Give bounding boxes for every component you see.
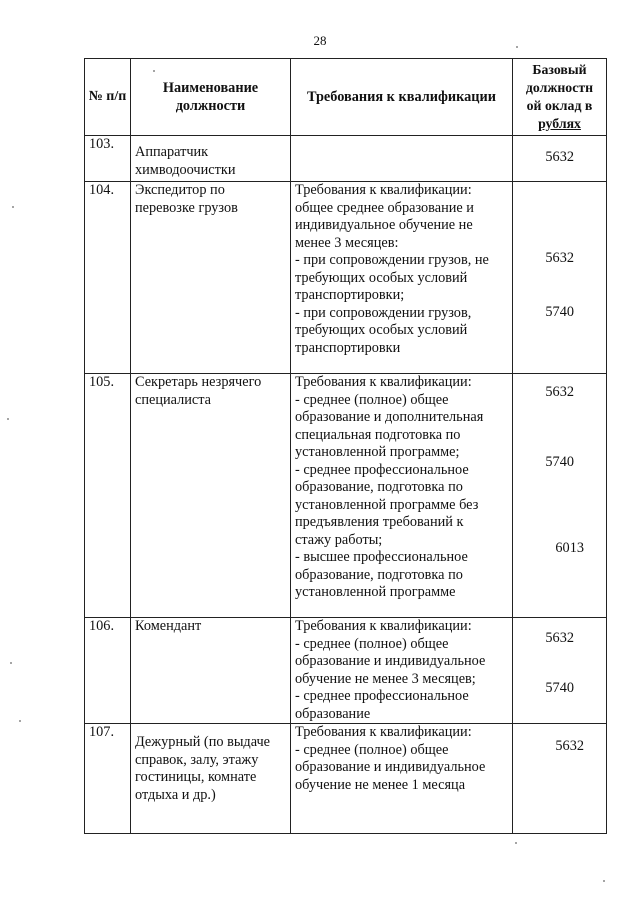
position-name: Комендант bbox=[131, 618, 291, 724]
row-number: 105. bbox=[85, 374, 131, 618]
requirement-line: установленной программе; bbox=[295, 444, 460, 460]
requirement-line: требующих особых условий bbox=[295, 269, 468, 286]
requirement-line: требующих особых условий bbox=[295, 322, 468, 338]
requirement-line: - высшее профессиональное bbox=[295, 549, 468, 565]
salary-cell bbox=[513, 618, 607, 724]
salary-value: 5632 bbox=[545, 384, 574, 400]
requirement-line: - среднее (полное) общее bbox=[295, 635, 449, 652]
salary-value: 6013 bbox=[555, 540, 584, 556]
salary-value: 5632 bbox=[545, 149, 574, 165]
requirements-cell bbox=[291, 182, 513, 374]
scan-speck bbox=[515, 842, 517, 844]
salary-value: 5740 bbox=[545, 304, 574, 320]
table-row bbox=[85, 374, 607, 618]
salary-table bbox=[84, 58, 607, 834]
requirement-line: установленной программе без bbox=[295, 496, 479, 513]
requirement-line: образование, подготовка по bbox=[295, 479, 463, 495]
salary-cell bbox=[513, 724, 607, 834]
requirements-cell bbox=[291, 136, 513, 182]
requirement-line: - среднее профессиональное bbox=[295, 688, 469, 704]
salary-value: 5740 bbox=[545, 680, 574, 696]
row-number: 103. bbox=[85, 136, 131, 182]
requirement-line: обучение не менее 3 месяцев; bbox=[295, 670, 476, 687]
requirement-line: образование и индивидуальное bbox=[295, 759, 486, 775]
requirement-line: образование bbox=[295, 705, 371, 722]
scan-speck bbox=[603, 880, 605, 882]
requirement-line: Требования к квалификации: bbox=[295, 182, 472, 198]
table-header-row bbox=[85, 59, 607, 136]
header-number: № п/п bbox=[85, 59, 131, 136]
position-name: Аппаратчик химводоочистки bbox=[131, 136, 291, 182]
page-number: 28 bbox=[313, 33, 327, 48]
salary-cell bbox=[513, 374, 607, 618]
requirement-line: обучение не менее 1 месяца bbox=[295, 776, 466, 793]
scan-speck bbox=[153, 70, 155, 72]
requirement-line: транспортировки; bbox=[295, 287, 405, 303]
requirement-line: - при сопровождении грузов, bbox=[295, 304, 472, 321]
salary-value: 5632 bbox=[545, 630, 574, 646]
requirement-line: образование, подготовка по bbox=[295, 566, 463, 583]
salary-value: 5632 bbox=[545, 250, 574, 266]
requirements-cell bbox=[291, 374, 513, 618]
salary-cell bbox=[513, 182, 607, 374]
position-name: Дежурный (по выдаче справок, залу, этажу гостиницы, комнате отдыха и др.) bbox=[131, 724, 291, 834]
requirement-line: общее среднее образование и bbox=[295, 199, 474, 216]
requirement-line: Требования к квалификации: bbox=[295, 724, 472, 740]
requirement-line: образование и дополнительная bbox=[295, 409, 484, 425]
header-salary-line3: рублях bbox=[538, 116, 581, 131]
salary-value: 5632 bbox=[555, 738, 584, 754]
position-name: Секретарь незрячего специалиста bbox=[131, 374, 291, 618]
table-row bbox=[85, 182, 607, 374]
requirement-line: установленной программе bbox=[295, 584, 456, 600]
header-requirements: Требования к квалификации bbox=[291, 59, 513, 136]
requirement-line: Требования к квалификации: bbox=[295, 618, 472, 634]
position-name: Экспедитор по перевозке грузов bbox=[131, 182, 291, 374]
requirement-line: - при сопровождении грузов, не bbox=[295, 252, 489, 268]
scan-speck bbox=[12, 206, 14, 208]
scan-speck bbox=[19, 720, 21, 722]
requirement-line: менее 3 месяцев: bbox=[295, 234, 399, 251]
scan-speck bbox=[10, 662, 12, 664]
salary-value: 5740 bbox=[545, 454, 574, 470]
salary-cell bbox=[513, 136, 607, 182]
requirement-line: - среднее (полное) общее bbox=[295, 391, 449, 408]
requirement-line: - среднее (полное) общее bbox=[295, 741, 449, 758]
scan-speck bbox=[516, 46, 518, 48]
header-salary bbox=[513, 59, 607, 136]
row-number: 107. bbox=[85, 724, 131, 834]
header-salary-line1: Базовый должностн bbox=[525, 62, 594, 95]
requirement-line: специальная подготовка по bbox=[295, 426, 461, 443]
scan-speck bbox=[7, 418, 9, 420]
table-row bbox=[85, 136, 607, 182]
table-row bbox=[85, 724, 607, 834]
requirement-line: предъявления требований к bbox=[295, 514, 464, 530]
header-salary-line2: ой оклад в bbox=[526, 98, 593, 113]
requirement-line: стажу работы; bbox=[295, 531, 383, 548]
requirement-line: Требования к квалификации: bbox=[295, 374, 472, 390]
table-row bbox=[85, 618, 607, 724]
requirements-cell bbox=[291, 724, 513, 834]
requirement-line: транспортировки bbox=[295, 339, 401, 356]
requirement-line: - среднее профессиональное bbox=[295, 461, 469, 478]
row-number: 104. bbox=[85, 182, 131, 374]
header-position: Наименование должности bbox=[131, 59, 291, 136]
requirements-cell bbox=[291, 618, 513, 724]
row-number: 106. bbox=[85, 618, 131, 724]
requirement-line: образование и индивидуальное bbox=[295, 653, 486, 669]
requirement-line: индивидуальное обучение не bbox=[295, 217, 473, 233]
